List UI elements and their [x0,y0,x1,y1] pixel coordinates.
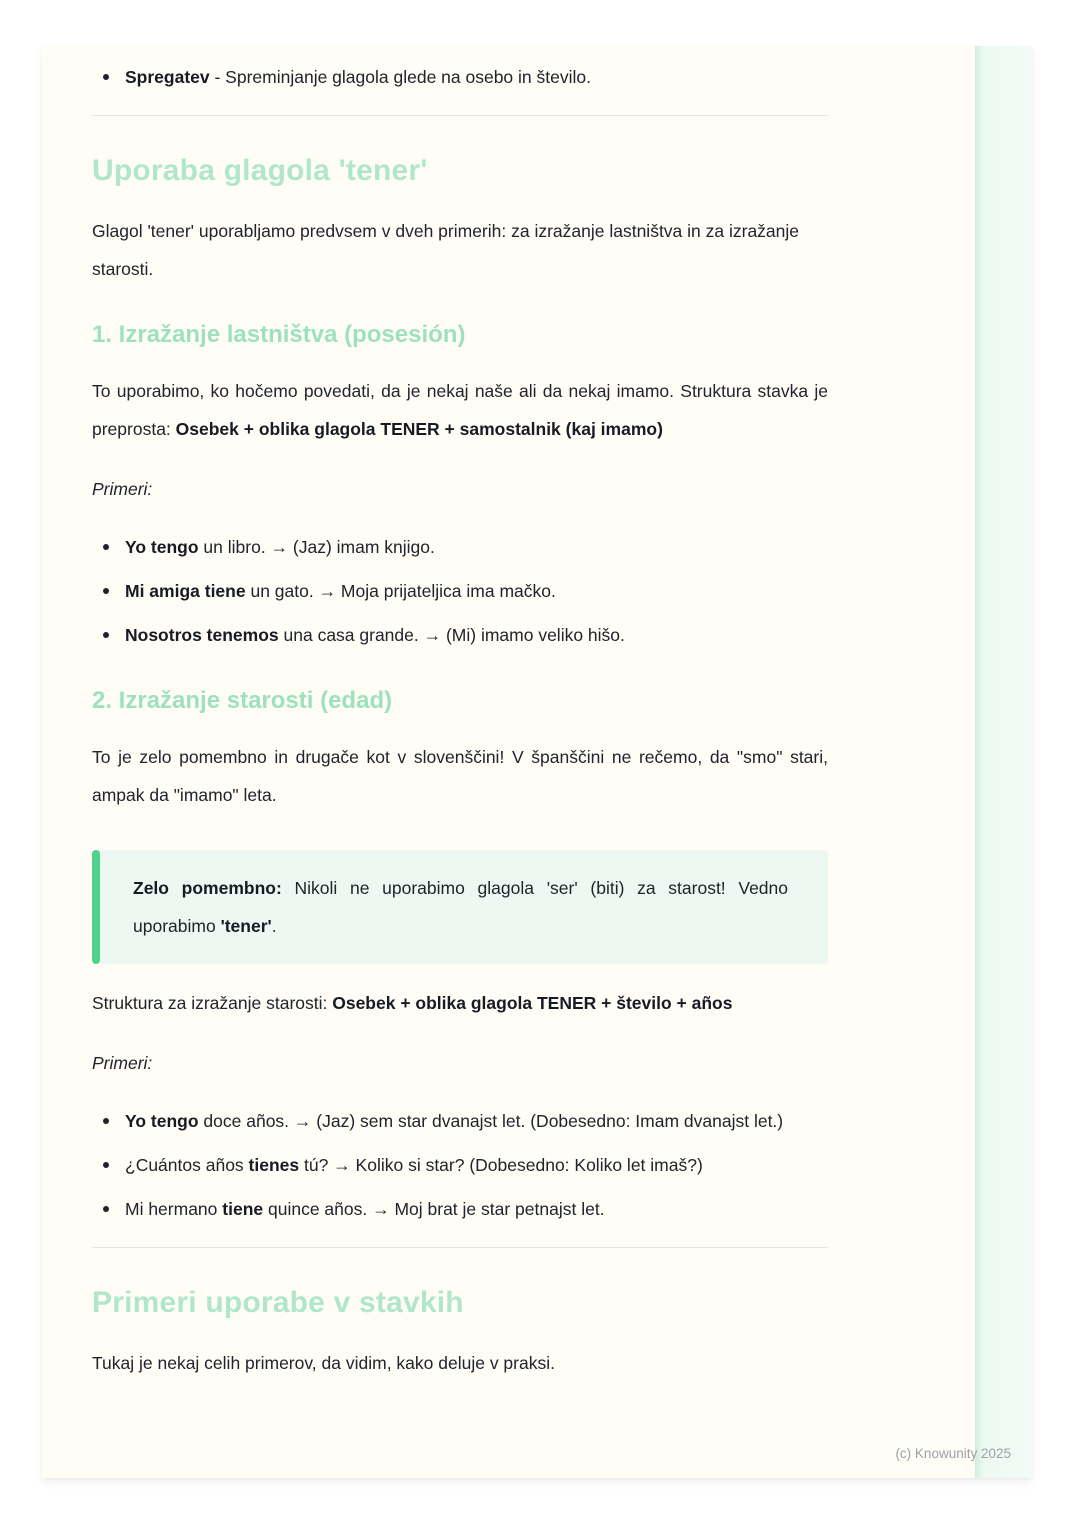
list-item [92,528,828,566]
age-structure-paragraph [92,984,828,1022]
example-bold: Mi amiga tiene [125,581,246,601]
list-item [92,1102,828,1140]
glossary-list [92,58,828,96]
subsection-title-possession: 1. Izražanje lastništva (posesión) [92,321,466,348]
section-title-examples: Primeri uporabe v stavkih [92,1286,464,1319]
important-callout [92,850,828,964]
subsection-title-age: 2. Izražanje starosti (edad) [92,687,393,714]
example-bold: Yo tengo [125,1111,199,1131]
list-item [92,572,828,610]
document-page [42,46,1032,1478]
age-structure-text: Struktura za izražanje starosti: [92,993,333,1013]
section-divider [92,1247,828,1248]
examples-label: Primeri: [92,1053,153,1073]
copyright-notice: (c) Knowunity 2025 [895,1446,1011,1461]
document-content [92,46,828,1382]
section-title-usage: Uporaba glagola 'tener' [92,154,428,187]
callout-label: Zelo pomembno: [133,878,282,898]
example-bold: Nosotros tenemos [125,625,279,645]
example-post: una casa grande. → (Mi) imamo veliko hišo. [278,625,625,645]
example-post: tú? → Koliko si star? (Dobesedno: Koliko let imaš?) [299,1155,703,1175]
age-examples-list [92,1102,828,1228]
example-post: quince años. → Moj brat je star petnajst let. [263,1199,605,1219]
example-bold: tiene [222,1199,264,1219]
list-item [92,58,828,96]
example-post: un gato. → Moja prijateljica ima mačko. [245,581,556,601]
example-bold: Yo tengo [125,537,199,557]
possession-body-text: To uporabimo, ko hočemo povedati, da je nekaj naše ali da nekaj imamo. Struktura stavka je preprosta: [92,381,828,439]
possession-structure-formula: Osebek + oblika glagola TENER + samostalnik (kaj imamo) [175,419,663,439]
possession-paragraph [92,372,828,448]
list-item [92,616,828,654]
examples-label: Primeri: [92,479,153,499]
callout-emphasis: 'tener' [220,916,272,936]
callout-period: . [271,916,277,936]
age-structure-formula: Osebek + oblika glagola TENER + število + años [332,993,733,1013]
list-item [92,1190,828,1228]
example-pre: Mi hermano [125,1199,223,1219]
example-post: un libro. → (Jaz) imam knjigo. [198,537,435,557]
examples-intro-paragraph: Tukaj je nekaj celih primerov, da vidim, kako deluje v praksi. [92,1353,555,1373]
callout-text: Nikoli ne uporabimo glagola 'ser' (biti) za starost! Vedno uporabimo [133,878,789,936]
possession-examples-list [92,528,828,654]
usage-intro-paragraph: Glagol 'tener' uporabljamo predvsem v dveh primerih: za izražanje lastništva in za izražanje starosti. [92,221,800,279]
page-edge-stripe [975,46,1032,1478]
term-definition: - Spreminjanje glagola glede na osebo in število. [209,67,591,87]
age-paragraph: To je zelo pomembno in drugače kot v slovenščini! V španščini ne rečemo, da "smo" stari, ampak da "imamo" leta. [92,747,828,805]
example-bold: tienes [248,1155,300,1175]
example-pre: ¿Cuántos años [125,1155,249,1175]
list-item [92,1146,828,1184]
section-divider [92,115,828,116]
term-label: Spregatev [125,67,210,87]
example-post: doce años. → (Jaz) sem star dvanajst let. (Dobesedno: Imam dvanajst let.) [198,1111,784,1131]
